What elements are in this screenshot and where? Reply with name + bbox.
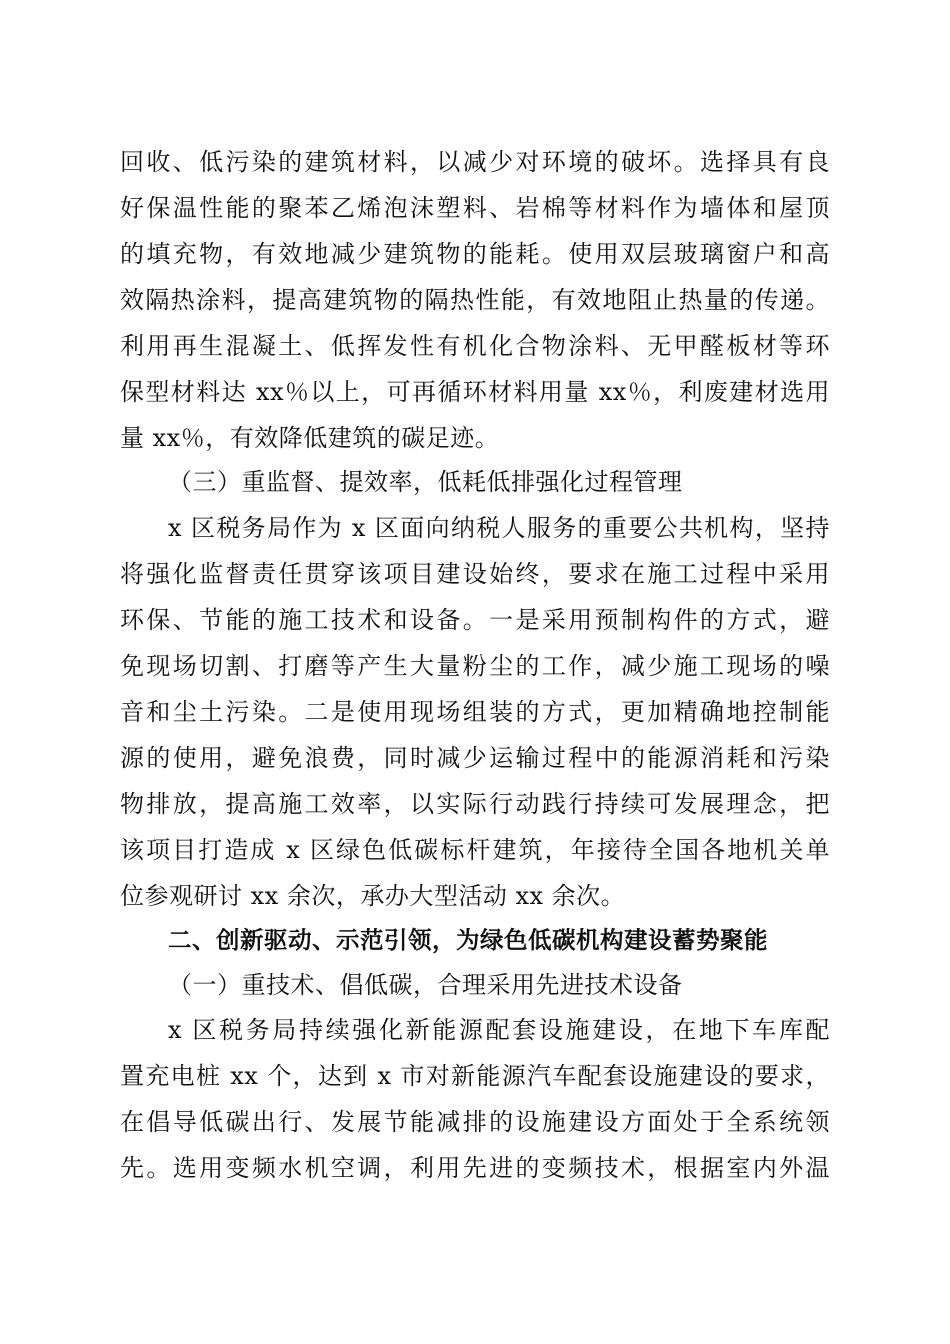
paragraph-line: 量 xx％，有效降低建筑的碳足迹。 — [120, 424, 500, 452]
paragraph-line: 将强化监督责任贯穿该项目建设始终，要求在施工过程中采用 — [120, 560, 830, 588]
paragraph-line: 回收、低污染的建筑材料，以减少对环境的破坏。选择具有良 — [120, 148, 830, 176]
paragraph-line: 的填充物，有效地减少建筑物的能耗。使用双层玻璃窗户和高 — [120, 240, 830, 268]
subheading: （一）重技术、倡低碳，合理采用先进技术设备 — [168, 971, 683, 999]
paragraph-line: x 区税务局持续强化新能源配套设施建设，在地下车库配 — [168, 1016, 830, 1044]
subheading: （三）重监督、提效率，低耗低排强化过程管理 — [168, 468, 683, 496]
section-heading: 二、创新驱动、示范引领，为绿色低碳机构建设蓄势聚能 — [168, 926, 768, 954]
paragraph-line: 先。选用变频水机空调，利用先进的变频技术，根据室内外温 — [120, 1154, 830, 1182]
paragraph-line: 位参观研讨 xx 余次，承办大型活动 xx 余次。 — [120, 882, 626, 910]
paragraph-line: 好保温性能的聚苯乙烯泡沫塑料、岩棉等材料作为墙体和屋顶 — [120, 194, 830, 222]
paragraph-line: 免现场切割、打磨等产生大量粉尘的工作，减少施工现场的噪 — [120, 652, 830, 680]
paragraph-line: 在倡导低碳出行、发展节能减排的设施建设方面处于全系统领 — [120, 1108, 830, 1136]
paragraph-line: 该项目打造成 x 区绿色低碳标杆建筑，年接待全国各地机关单 — [120, 836, 830, 864]
paragraph-line: 利用再生混凝土、低挥发性有机化合物涂料、无甲醛板材等环 — [120, 332, 830, 360]
paragraph-line: 物排放，提高施工效率，以实际行动践行持续可发展理念，把 — [120, 790, 830, 818]
paragraph-line: 源的使用，避免浪费，同时减少运输过程中的能源消耗和污染 — [120, 744, 830, 772]
paragraph-line: 环保、节能的施工技术和设备。一是采用预制构件的方式，避 — [120, 606, 830, 634]
paragraph-line: 音和尘土污染。二是使用现场组装的方式，更加精确地控制能 — [120, 698, 830, 726]
paragraph-line: 置充电桩 xx 个，达到 x 市对新能源汽车配套设施建设的要求， — [120, 1062, 830, 1090]
paragraph-line: 效隔热涂料，提高建筑物的隔热性能，有效地阻止热量的传递。 — [120, 286, 830, 314]
paragraph-line: 保型材料达 xx％以上，可再循环材料用量 xx％，利废建材选用 — [120, 378, 830, 406]
paragraph-line: x 区税务局作为 x 区面向纳税人服务的重要公共机构，坚持 — [168, 514, 830, 542]
